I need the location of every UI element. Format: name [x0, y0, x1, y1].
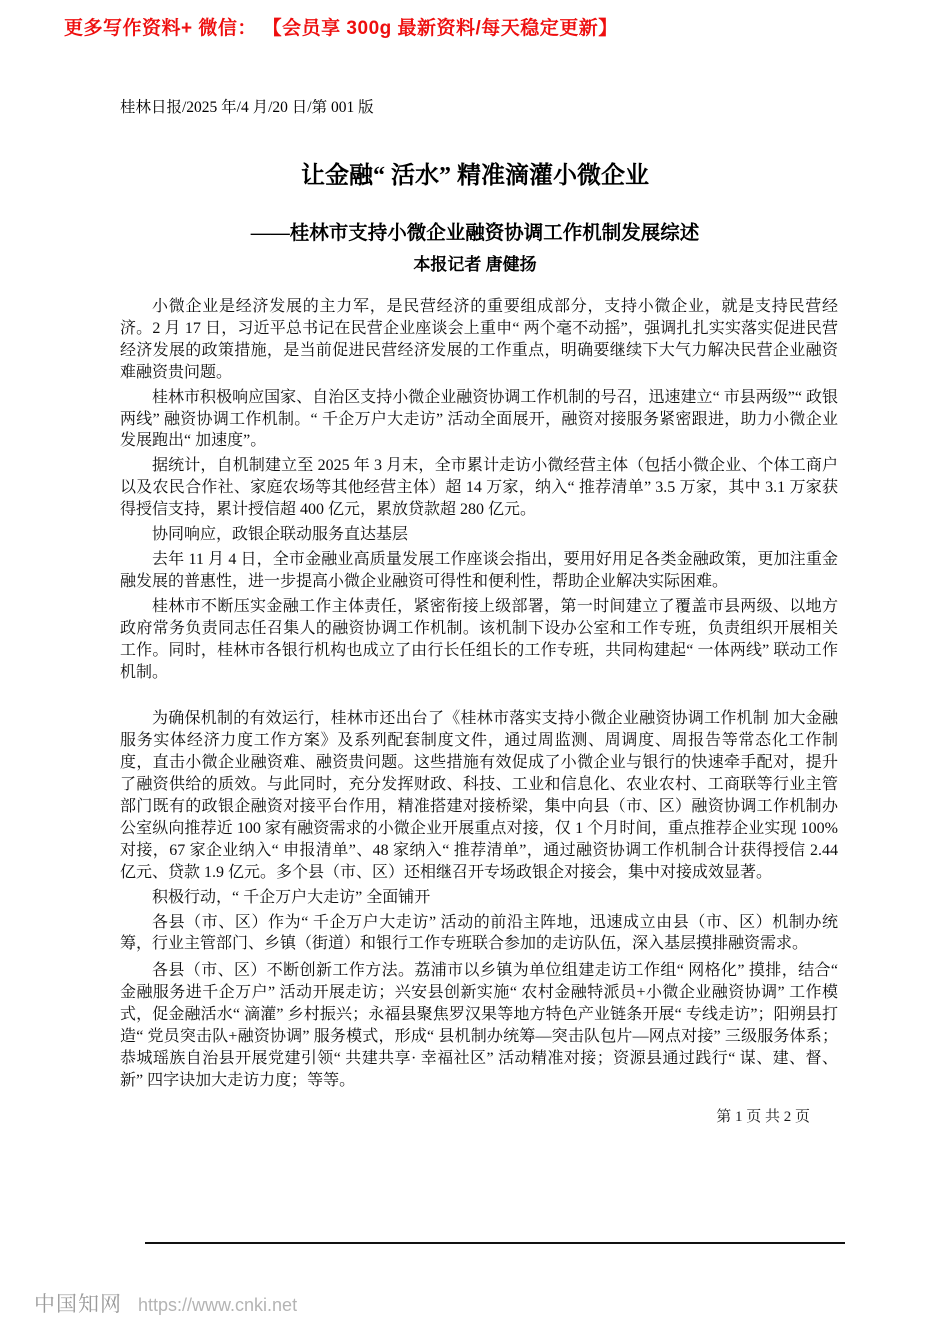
paragraph: 去年 11 月 4 日，全市金融业高质量发展工作座谈会指出，要用好用足各类金融政策，更加注重金融发展的普惠性，进一步提高小微企业融资可得性和便利性，帮助企业解决实际困难。: [120, 550, 838, 590]
paragraph: 桂林市积极响应国家、自治区支持小微企业融资协调工作机制的号召，迅速建立“ 市县两级”“ 政银两线” 融资协调工作机制。“ 千企万户大走访” 活动全面展开，融资对接服务紧密跟进，助力小微企业发展跑出“ 加速度”。: [120, 388, 838, 450]
paragraph: 小微企业是经济发展的主力军，是民营经济的重要组成部分，支持小微企业，就是支持民营经济。2 月 17 日，习近平总书记在民营企业座谈会上重申“ 两个毫不动摇”，强调扎扎实实落实促进民营经济发展的政策措施，是当前促进民营经济发展的工作重点，明确要继续下大气力解决民营企业融资难融资贵问题。: [120, 298, 838, 381]
paragraph: 各县（市、区）不断创新工作方法。荔浦市以乡镇为单位组建走访工作组“ 网格化” 摸排，结合“ 金融服务进千企万户” 活动开展走访；兴安县创新实施“ 农村金融特派员+小微企业融资协调” 工作模式，促金融活水“ 滴灌” 乡村振兴；永福县聚焦罗汉果等地方特色产业链条开展“ 专线走访”；阳朔县打造“ 党员突击队+融资协调” 服务模式，形成“ 县机制办统筹—突击队包片—网点对接” 三级服务体系；恭城瑶族自治县开展党建引领“ 共建共享· 幸福社区” 活动精准对接；资源县通过践行“ 谋、建、督、新” 四字诀加大走访力度；等等。: [120, 962, 838, 1089]
cnki-watermark: [34, 1288, 297, 1318]
article-title: 让金融“ 活水” 精准滴灌小微企业: [301, 163, 649, 190]
cnki-brand-label: 中国知网: [34, 1293, 122, 1316]
cnki-url-link[interactable]: https://www.cnki.net: [138, 1295, 298, 1315]
paragraph: 桂林市不断压实金融工作主体责任，紧密衔接上级部署，第一时间建立了覆盖市县两级、以地方政府常务负责同志任召集人的融资协调工作机制。该机制下设办公室和工作专班，负责组织开展相关工作。同时，桂林市各银行机构也成立了由行长任组长的工作专班，共同构建起“ 一体两线” 联动工作机制。: [120, 597, 838, 681]
paragraph: 据统计，自机制建立至 2025 年 3 月末，全市累计走访小微经营主体（包括小微企业、个体工商户以及农民合作社、家庭农场等其他经营主体）超 14 万家，纳入“ 推荐清单” 3.5 万家，其中 3.1 万家获得授信支持，累计授信超 400 亿元，累放贷款超 280 亿元。: [120, 457, 838, 519]
article-body: [120, 296, 838, 1129]
article-byline: 本报记者 唐健扬: [413, 255, 537, 274]
newspaper-source-line: 桂林日报/2025 年/4 月/20 日/第 001 版: [120, 99, 374, 116]
article-subtitle: ——桂林市支持小微企业融资协调工作机制发展综述: [250, 223, 700, 245]
paragraph: 为确保机制的有效运行，桂林市还出台了《桂林市落实支持小微企业融资协调工作机制 加大金融服务实体经济力度工作方案》及系列配套制度文件，通过周监测、周调度、周报告等常态化工作制度，直击小微企业融资难、融资贵问题。这些措施有效促成了小微企业与银行的快速牵手配对，提升了融资供给的质效。与此同时，充分发挥财政、科技、工业和信息化、农业农村、工商联等行业主管部门既有的政银企融资对接平台作用，精准搭建对接桥梁，集中向县（市、区）融资协调工作机制办公室纵向推荐近 100 家有融资需求的小微企业开展重点对接，仅 1 个月时间，重点推荐企业实现 100%对接，67 家企业纳入“ 申报清单”、48 家纳入“ 推荐清单”，通过融资协调工作机制合计获得授信 2.44 亿元、贷款 1.9 亿元。多个县（市、区）还相继召开专场政银企对接会，集中对接成效显著。: [120, 710, 838, 881]
section-subhead: 积极行动，“ 千企万户大走访” 全面铺开: [152, 888, 431, 906]
footer-divider: [145, 1242, 845, 1244]
paragraph: 各县（市、区）作为“ 千企万户大走访” 活动的前沿主阵地，迅速成立由县（市、区）机制办统筹，行业主管部门、乡镇（街道）和银行工作专班联合参加的走访队伍，深入基层摸排融资需求。: [120, 913, 838, 953]
section-subhead: 协同响应，政银企联动服务直达基层: [152, 526, 409, 544]
promo-banner-text: 更多写作资料+ 微信： 【会员享 300g 最新资料/每天稳定更新】: [64, 18, 618, 39]
page-indicator: 第 1 页 共 2 页: [716, 1108, 810, 1125]
